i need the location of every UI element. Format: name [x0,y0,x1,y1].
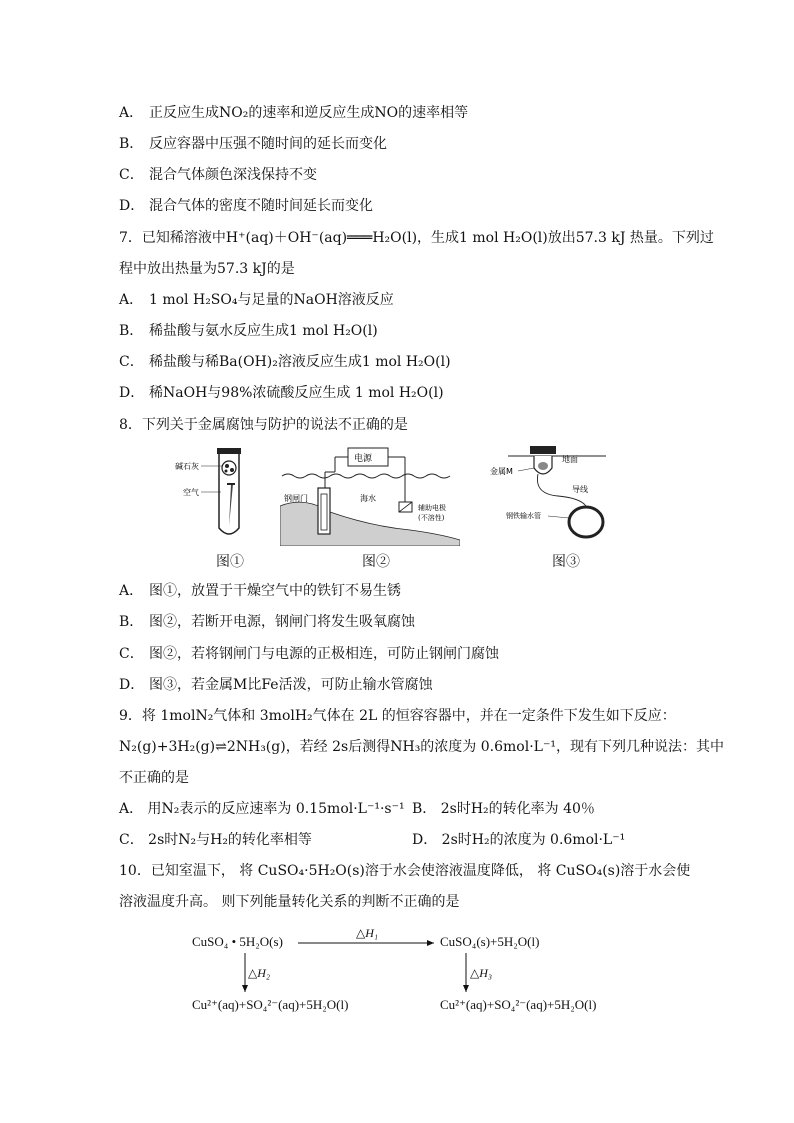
fig3-wire-label: 导线 [572,485,588,494]
q10-line2: 溶液温度升高。 则下列能量转化关系的判断不正确的是 [119,894,460,910]
q7-option-b: B． 稀盐酸与氨水反应生成1 mol H₂O(l) [119,323,378,339]
q8-option-c: C． 图②，若将钢闸门与电源的正极相连，可防止钢闸门腐蚀 [119,646,499,662]
cycle-h2: △H₂ [248,966,271,980]
fig2-aux-label: 辅助电极 [418,504,446,512]
fig2-aux-note: (不溶性) [418,514,445,522]
q9-option-d: D． 2s时H₂的浓度为 0.6mol·L⁻¹ [412,832,626,848]
q7-option-a: A． 1 mol H₂SO₄与足量的NaOH溶液反应 [119,292,394,308]
cycle-top-right: CuSO₄(s)+5H₂O(l) [440,934,540,949]
fig3-caption: 图③ [552,554,580,570]
fig1-caption: 图① [216,554,244,570]
fig1-label-mid: 空气 [183,488,199,497]
q9-option-c: C． 2s时N₂与H₂的转化率相等 [119,832,312,848]
q7-stem-line2: 程中放出热量为57.3 kJ的是 [119,261,295,277]
cycle-bottom-right: Cu²⁺(aq)+SO₄²⁻(aq)+5H₂O(l) [440,997,597,1012]
cycle-h3: △H₃ [470,966,493,980]
q8-stem: 8．下列关于金属腐蚀与防护的说法不正确的是 [119,417,408,433]
q7-option-d: D． 稀NaOH与98%浓硫酸反应生成 1 mol H₂O(l) [119,385,444,401]
q6-option-c: C． 混合气体颜色深浅保持不变 [119,167,317,183]
q9-line2: N₂(g)+3H₂(g)⇌2NH₃(g)，若经 2s后测得NH₃的浓度为 0.6mol·L⁻¹，现有下列几种说法：其中 [119,739,724,755]
q6-option-b: B． 反应容器中压强不随时间的延长而变化 [119,136,387,152]
fig2-caption: 图② [362,554,390,570]
q8-option-a: A． 图①，放置于干燥空气中的铁钉不易生锈 [119,583,401,599]
fig2-gate-label: 钢闸门 [284,494,308,503]
q9-option-b: B． 2s时H₂的转化率为 40％ [412,801,595,817]
fig3-ground-label: 地面 [562,455,578,464]
cycle-h1: △H₁ [356,926,379,940]
q7-stem-line1: 7．已知稀溶液中H⁺(aq)＋OH⁻(aq)═══H₂O(l)，生成1 mol H₂O(l)放出57.3 kJ 热量。下列过 [119,230,714,246]
q6-option-a: A． 正反应生成NO₂的速率和逆反应生成NO的速率相等 [119,105,469,121]
q8-option-d: D． 图③，若金属M比Fe活泼，可防止输水管腐蚀 [119,677,433,693]
fig2-power-label: 电源 [354,454,373,464]
cycle-bottom-left: Cu²⁺(aq)+SO₄²⁻(aq)+5H₂O(l) [192,997,349,1012]
q10-line1: 10．已知室温下， 将 CuSO₄·5H₂O(s)溶于水会使溶液温度降低， 将 CuSO₄(s)溶于水会使 [119,863,691,879]
fig1-label-top: 碱石灰 [175,462,199,471]
fig2-water-label: 海水 [360,494,376,503]
fig3-pipe-label: 钢铁输水管 [506,512,541,520]
q9-line1: 9．将 1molN₂气体和 3molH₂气体在 2L 的恒容容器中，并在一定条件下发生如下反应： [119,708,676,724]
cycle-top-left: CuSO₄ • 5H₂O(s) [192,934,283,949]
q9-option-a: A． 用N₂表示的反应速率为 0.15mol·L⁻¹·s⁻¹ [119,801,405,817]
q7-option-c: C． 稀盐酸与稀Ba(OH)₂溶液反应生成1 mol H₂O(l) [119,354,451,370]
fig3-metal-label: 金属M [490,467,513,476]
q6-option-d: D． 混合气体的密度不随时间延长而变化 [119,198,373,214]
q8-option-b: B． 图②，若断开电源，钢闸门将发生吸氧腐蚀 [119,614,415,630]
q9-line3: 不正确的是 [119,770,189,786]
